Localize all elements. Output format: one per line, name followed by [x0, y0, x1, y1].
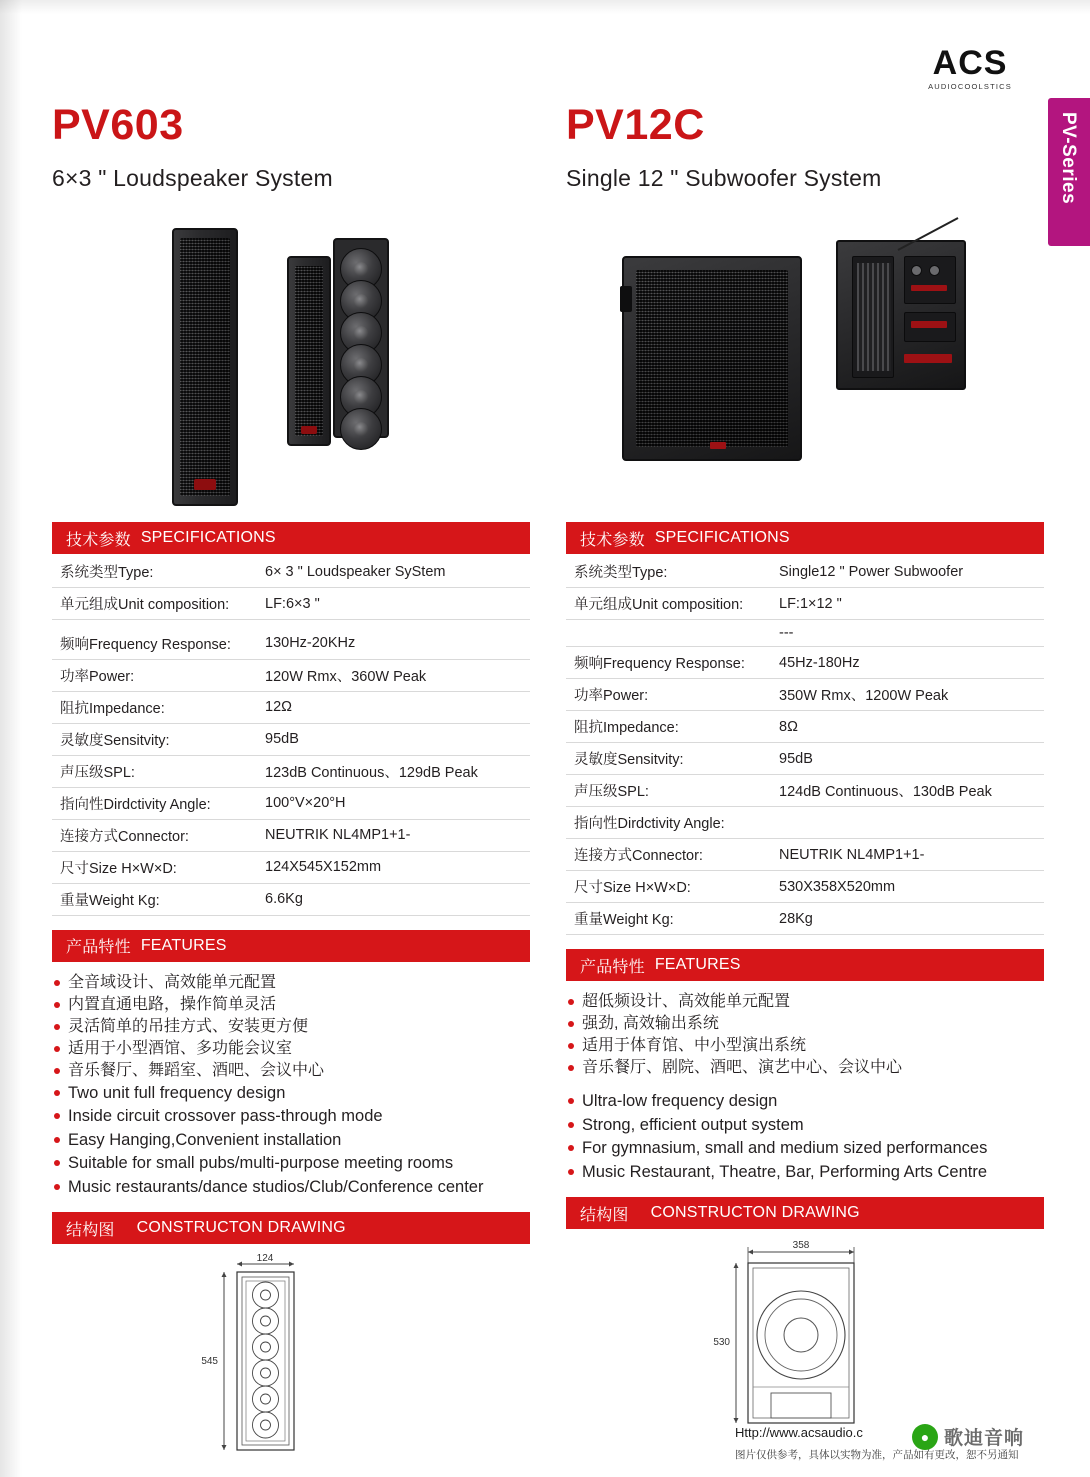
- input-panel: [904, 312, 956, 342]
- watermark-text: 歌迪音响: [944, 1428, 1025, 1449]
- spec-value: LF:1×12 ": [771, 588, 1044, 620]
- list-item: Inside circuit crossover pass-through mode: [52, 1105, 530, 1127]
- spec-value: 350W Rmx、1200W Peak: [771, 679, 1044, 711]
- spec-value: 124dB Continuous、130dB Peak: [771, 775, 1044, 807]
- drawing-bar: [566, 1197, 1044, 1229]
- table-row: [566, 775, 1044, 807]
- list-item: Suitable for small pubs/multi-purpose meeting rooms: [52, 1152, 530, 1174]
- drawing-bar-en: CONSTRUCTON DRAWING: [136, 1219, 346, 1237]
- spec-key: 频响Frequency Response:: [52, 628, 257, 660]
- spec-key: 功率Power:: [52, 659, 257, 691]
- spec-key: 连接方式Connector:: [52, 819, 257, 851]
- spec-key: 单元组成Unit composition:: [52, 588, 257, 620]
- spec-value: 130Hz-20KHz: [257, 628, 530, 660]
- table-row: [566, 647, 1044, 679]
- footer-note: 图片仅供参考，具体以实物为准，产品如有更改，恕不另通知: [735, 1449, 1019, 1461]
- specifications-section: [52, 522, 530, 916]
- list-item: 灵活简单的吊挂方式、安装更方便: [52, 1016, 530, 1037]
- features-bar: [52, 930, 530, 962]
- table-row: [566, 588, 1044, 620]
- speaker-front-view: [172, 228, 238, 506]
- specifications-bar-cn: 技术参数: [66, 531, 131, 549]
- specifications-bar: [52, 522, 530, 554]
- connector-knob: [929, 265, 940, 276]
- subwoofer-rear-view: [836, 240, 966, 390]
- spec-key: 灵敏度Sensitvity:: [566, 743, 771, 775]
- specifications-bar: [566, 522, 1044, 554]
- product-subtitle: 6×3 " Loudspeaker System: [52, 165, 333, 191]
- list-item: For gymnasium, small and medium sized performances: [566, 1137, 1044, 1159]
- spec-key: 声压级SPL:: [566, 775, 771, 807]
- drawing-width-label: 358: [792, 1240, 810, 1252]
- features-bar-cn: 产品特性: [580, 958, 645, 976]
- subwoofer-logo-badge: [710, 442, 726, 449]
- spec-key: 连接方式Connector:: [566, 839, 771, 871]
- brand-logo-subtext: AUDIOCOOLSTICS: [928, 82, 1012, 91]
- list-item: Easy Hanging,Convenient installation: [52, 1129, 530, 1151]
- specifications-bar-en: SPECIFICATIONS: [140, 529, 276, 546]
- table-row: [566, 711, 1044, 743]
- specifications-bar-cn: 技术参数: [580, 531, 645, 549]
- drawing-width-label: 124: [256, 1253, 274, 1265]
- list-item: 音乐餐厅、舞蹈室、酒吧、会议中心: [52, 1060, 530, 1081]
- connector-panel: [904, 256, 956, 304]
- spec-key: 单元组成Unit composition:: [566, 588, 771, 620]
- spec-value: 45Hz-180Hz: [771, 647, 1044, 679]
- list-item: 适用于小型酒馆、多功能会议室: [52, 1038, 530, 1059]
- list-item: 音乐餐厅、剧院、酒吧、演艺中心、会议中心: [566, 1057, 1044, 1078]
- table-row: [566, 839, 1044, 871]
- specifications-table: [566, 556, 1044, 935]
- spec-value: 120W Rmx、360W Peak: [257, 659, 530, 691]
- list-item: Two unit full frequency design: [52, 1082, 530, 1104]
- spec-value: NEUTRIK NL4MP1+1-: [771, 839, 1044, 871]
- table-row: [52, 819, 530, 851]
- spec-value: [771, 807, 1044, 839]
- features-section: [52, 930, 530, 1199]
- spec-key: [566, 620, 771, 647]
- spec-key: 阻抗Impedance:: [566, 711, 771, 743]
- table-row: [566, 679, 1044, 711]
- spec-value: 12Ω: [257, 691, 530, 723]
- product-photo-pv12c: [566, 208, 1044, 508]
- drawing-bar-en: CONSTRUCTON DRAWING: [650, 1204, 860, 1222]
- spec-key: 重量Weight Kg:: [52, 883, 257, 915]
- table-row: [52, 588, 530, 620]
- rear-logo-badge: [904, 354, 952, 363]
- spec-value: NEUTRIK NL4MP1+1-: [257, 819, 530, 851]
- product-title: PV12C: [566, 101, 705, 149]
- product-column-left: [52, 0, 530, 1465]
- panel-red-strip: [911, 285, 947, 291]
- table-row: [566, 807, 1044, 839]
- product-column-right: [566, 0, 1044, 1450]
- table-row-spacer: [52, 620, 530, 628]
- list-item: 内置直通电路，操作简单灵活: [52, 994, 530, 1015]
- drawing-bar-cn: 结构图: [66, 1221, 115, 1239]
- spec-key: 灵敏度Sensitvity:: [52, 723, 257, 755]
- list-item: Music Restaurant, Theatre, Bar, Performing Arts Centre: [566, 1161, 1044, 1183]
- speaker-small-front-view: [287, 256, 331, 446]
- spec-key: 频响Frequency Response:: [566, 647, 771, 679]
- drawing-height-label: 530: [713, 1337, 730, 1349]
- product-subtitle: Single 12 " Subwoofer System: [566, 165, 882, 191]
- list-item: 适用于体育馆、中小型演出系统: [566, 1035, 1044, 1056]
- subwoofer-front-view: [622, 256, 802, 461]
- panel-red-strip: [911, 321, 947, 328]
- spec-key: 系统类型Type:: [566, 556, 771, 588]
- features-list: [566, 991, 1044, 1183]
- table-row: [52, 755, 530, 787]
- table-row: [52, 659, 530, 691]
- spec-key: 重量Weight Kg:: [566, 903, 771, 935]
- table-row: [566, 620, 1044, 647]
- spec-value: 124X545X152mm: [257, 851, 530, 883]
- specifications-table: [52, 556, 530, 916]
- connector-knob: [911, 265, 922, 276]
- table-row: [566, 556, 1044, 588]
- spec-key: 声压级SPL:: [52, 755, 257, 787]
- wechat-icon: ●: [912, 1424, 938, 1450]
- spec-key: 尺寸Size H×W×D:: [52, 851, 257, 883]
- cable-graphic: [896, 216, 986, 256]
- spec-value: 28Kg: [771, 903, 1044, 935]
- table-row: [52, 883, 530, 915]
- features-list: [52, 972, 530, 1199]
- spec-key: 指向性Dirdctivity Angle:: [566, 807, 771, 839]
- subwoofer-handle: [620, 286, 632, 312]
- spec-key: 尺寸Size H×W×D:: [566, 871, 771, 903]
- spec-value: 95dB: [257, 723, 530, 755]
- drawing-height-label: 545: [201, 1356, 218, 1368]
- table-row: [52, 723, 530, 755]
- series-tab: [1048, 98, 1090, 246]
- heatsink-fins: [857, 263, 891, 371]
- brand-logo-text: ACS: [932, 44, 1008, 82]
- series-tab-label: PV-Series: [1058, 112, 1079, 205]
- spec-value: 95dB: [771, 743, 1044, 775]
- list-item: Strong, efficient output system: [566, 1114, 1044, 1136]
- drawing-bar: [52, 1212, 530, 1244]
- table-row: [52, 628, 530, 660]
- drawing-bar-cn: 结构图: [580, 1206, 629, 1224]
- table-row: [52, 691, 530, 723]
- list-spacer: [566, 1079, 1044, 1089]
- list-item: 全音域设计、高效能单元配置: [52, 972, 530, 993]
- subwoofer-grille: [636, 270, 788, 447]
- list-item: 强劲, 高效输出系统: [566, 1013, 1044, 1034]
- page-left-shadow: [0, 0, 22, 1477]
- product-photo-pv603: [52, 208, 530, 508]
- driver-unit: [340, 408, 382, 450]
- spec-key: 功率Power:: [566, 679, 771, 711]
- speaker-driver-view: [333, 238, 389, 438]
- spec-key: 阻抗Impedance:: [52, 691, 257, 723]
- list-item: Music restaurants/dance studios/Club/Conference center: [52, 1176, 530, 1198]
- features-bar-en: FEATURES: [140, 936, 227, 954]
- footer-url[interactable]: Http://www.acsaudio.c: [735, 1425, 863, 1440]
- spec-value: 530X358X520mm: [771, 871, 1044, 903]
- table-row: [566, 871, 1044, 903]
- watermark: [912, 1423, 1024, 1450]
- spec-key: 系统类型Type:: [52, 556, 257, 588]
- spec-value: 100°V×20°H: [257, 787, 530, 819]
- product-title: PV603: [52, 101, 184, 149]
- speaker-small-logo-badge: [301, 426, 317, 434]
- features-bar-en: FEATURES: [654, 956, 741, 973]
- table-row: [52, 787, 530, 819]
- specifications-bar-en: SPECIFICATIONS: [654, 529, 790, 546]
- table-row: [566, 743, 1044, 775]
- spec-value: Single12 " Power Subwoofer: [771, 556, 1044, 588]
- table-row: [566, 903, 1044, 935]
- spec-value: ---: [771, 620, 1044, 647]
- features-bar-cn: 产品特性: [66, 939, 131, 956]
- specifications-section: [566, 522, 1044, 935]
- table-row: [52, 556, 530, 588]
- list-item: Ultra-low frequency design: [566, 1090, 1044, 1112]
- speaker-small-grille: [295, 266, 323, 436]
- spec-value: LF:6×3 ": [257, 588, 530, 620]
- speaker-logo-badge: [194, 479, 216, 490]
- spec-value: 6.6Kg: [257, 883, 530, 915]
- table-row: [52, 851, 530, 883]
- page-footer: [0, 1411, 1090, 1477]
- list-item: 超低频设计、高效能单元配置: [566, 991, 1044, 1012]
- spec-value: 8Ω: [771, 711, 1044, 743]
- spec-key: 指向性Dirdctivity Angle:: [52, 787, 257, 819]
- spec-value: 123dB Continuous、129dB Peak: [257, 755, 530, 787]
- features-section: [566, 949, 1044, 1183]
- spec-value: 6× 3 " Loudspeaker SyStem: [257, 556, 530, 588]
- speaker-grille: [180, 238, 230, 496]
- amplifier-panel: [852, 256, 894, 378]
- features-bar: [566, 949, 1044, 981]
